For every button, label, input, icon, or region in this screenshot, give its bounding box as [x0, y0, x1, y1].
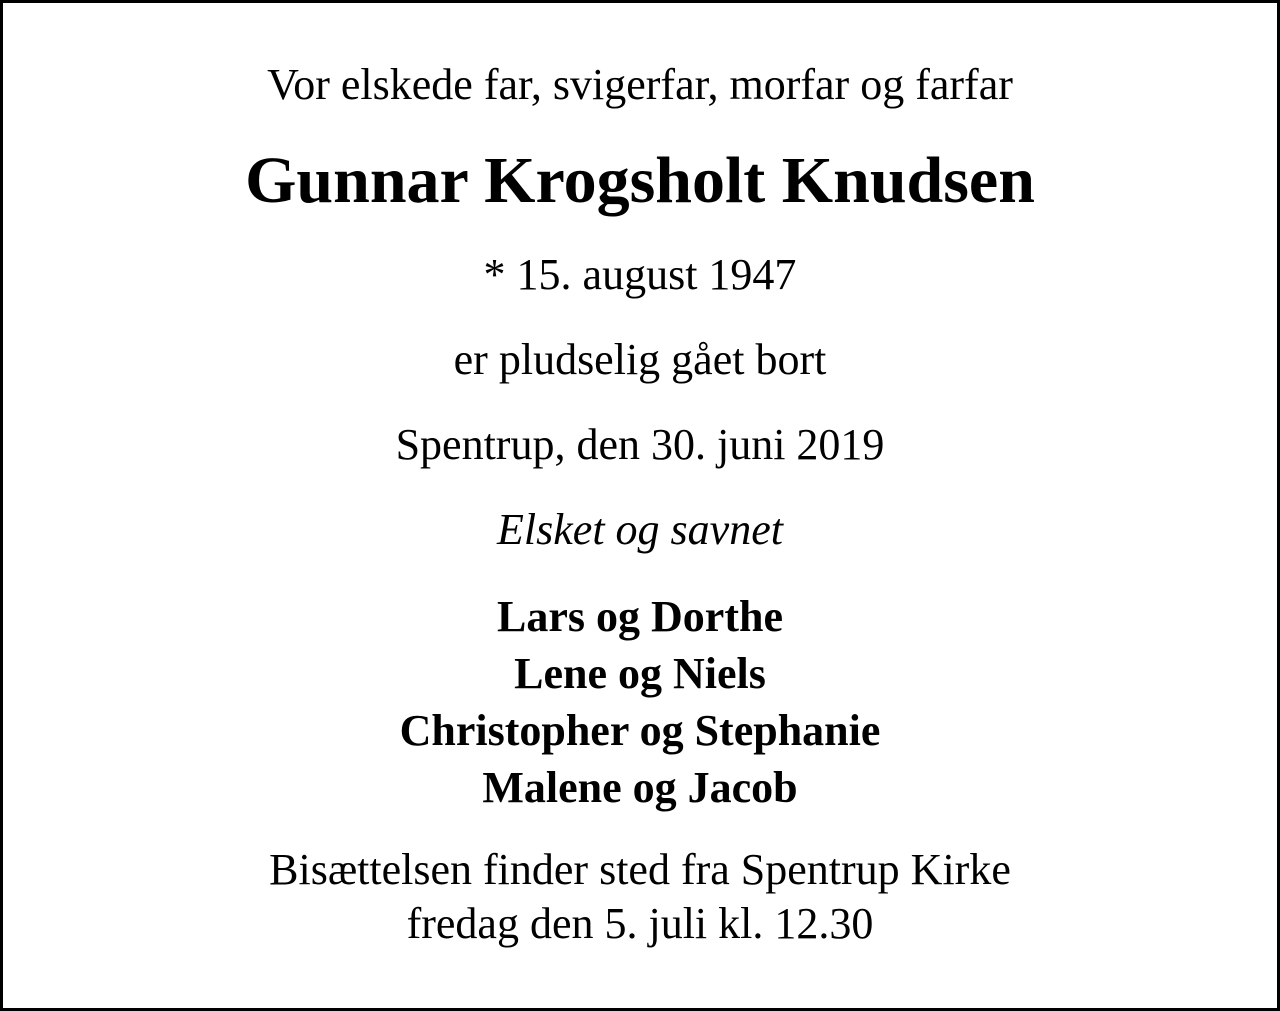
signoff-line: Elsket og savnet	[497, 505, 783, 554]
mourner-entry: Malene og Jacob	[482, 763, 798, 812]
place-and-date: Spentrup, den 30. juni 2019	[395, 420, 885, 469]
deceased-name: Gunnar Krogsholt Knudsen	[245, 144, 1035, 217]
mourner-entry: Lene og Niels	[514, 649, 766, 698]
intro-line: Vor elskede far, svigerfar, morfar og farfar	[267, 60, 1013, 109]
mourner-entry: Lars og Dorthe	[497, 592, 783, 641]
funeral-location: Bisættelsen finder sted fra Spentrup Kirke	[269, 845, 1011, 894]
mourner-entry: Christopher og Stephanie	[399, 706, 881, 755]
mourners-list	[3, 588, 1277, 816]
passed-away-line: er pludselig gået bort	[453, 335, 827, 384]
funeral-info	[3, 843, 1277, 951]
birth-date: * 15. august 1947	[483, 250, 797, 299]
funeral-time: fredag den 5. juli kl. 12.30	[406, 899, 874, 948]
